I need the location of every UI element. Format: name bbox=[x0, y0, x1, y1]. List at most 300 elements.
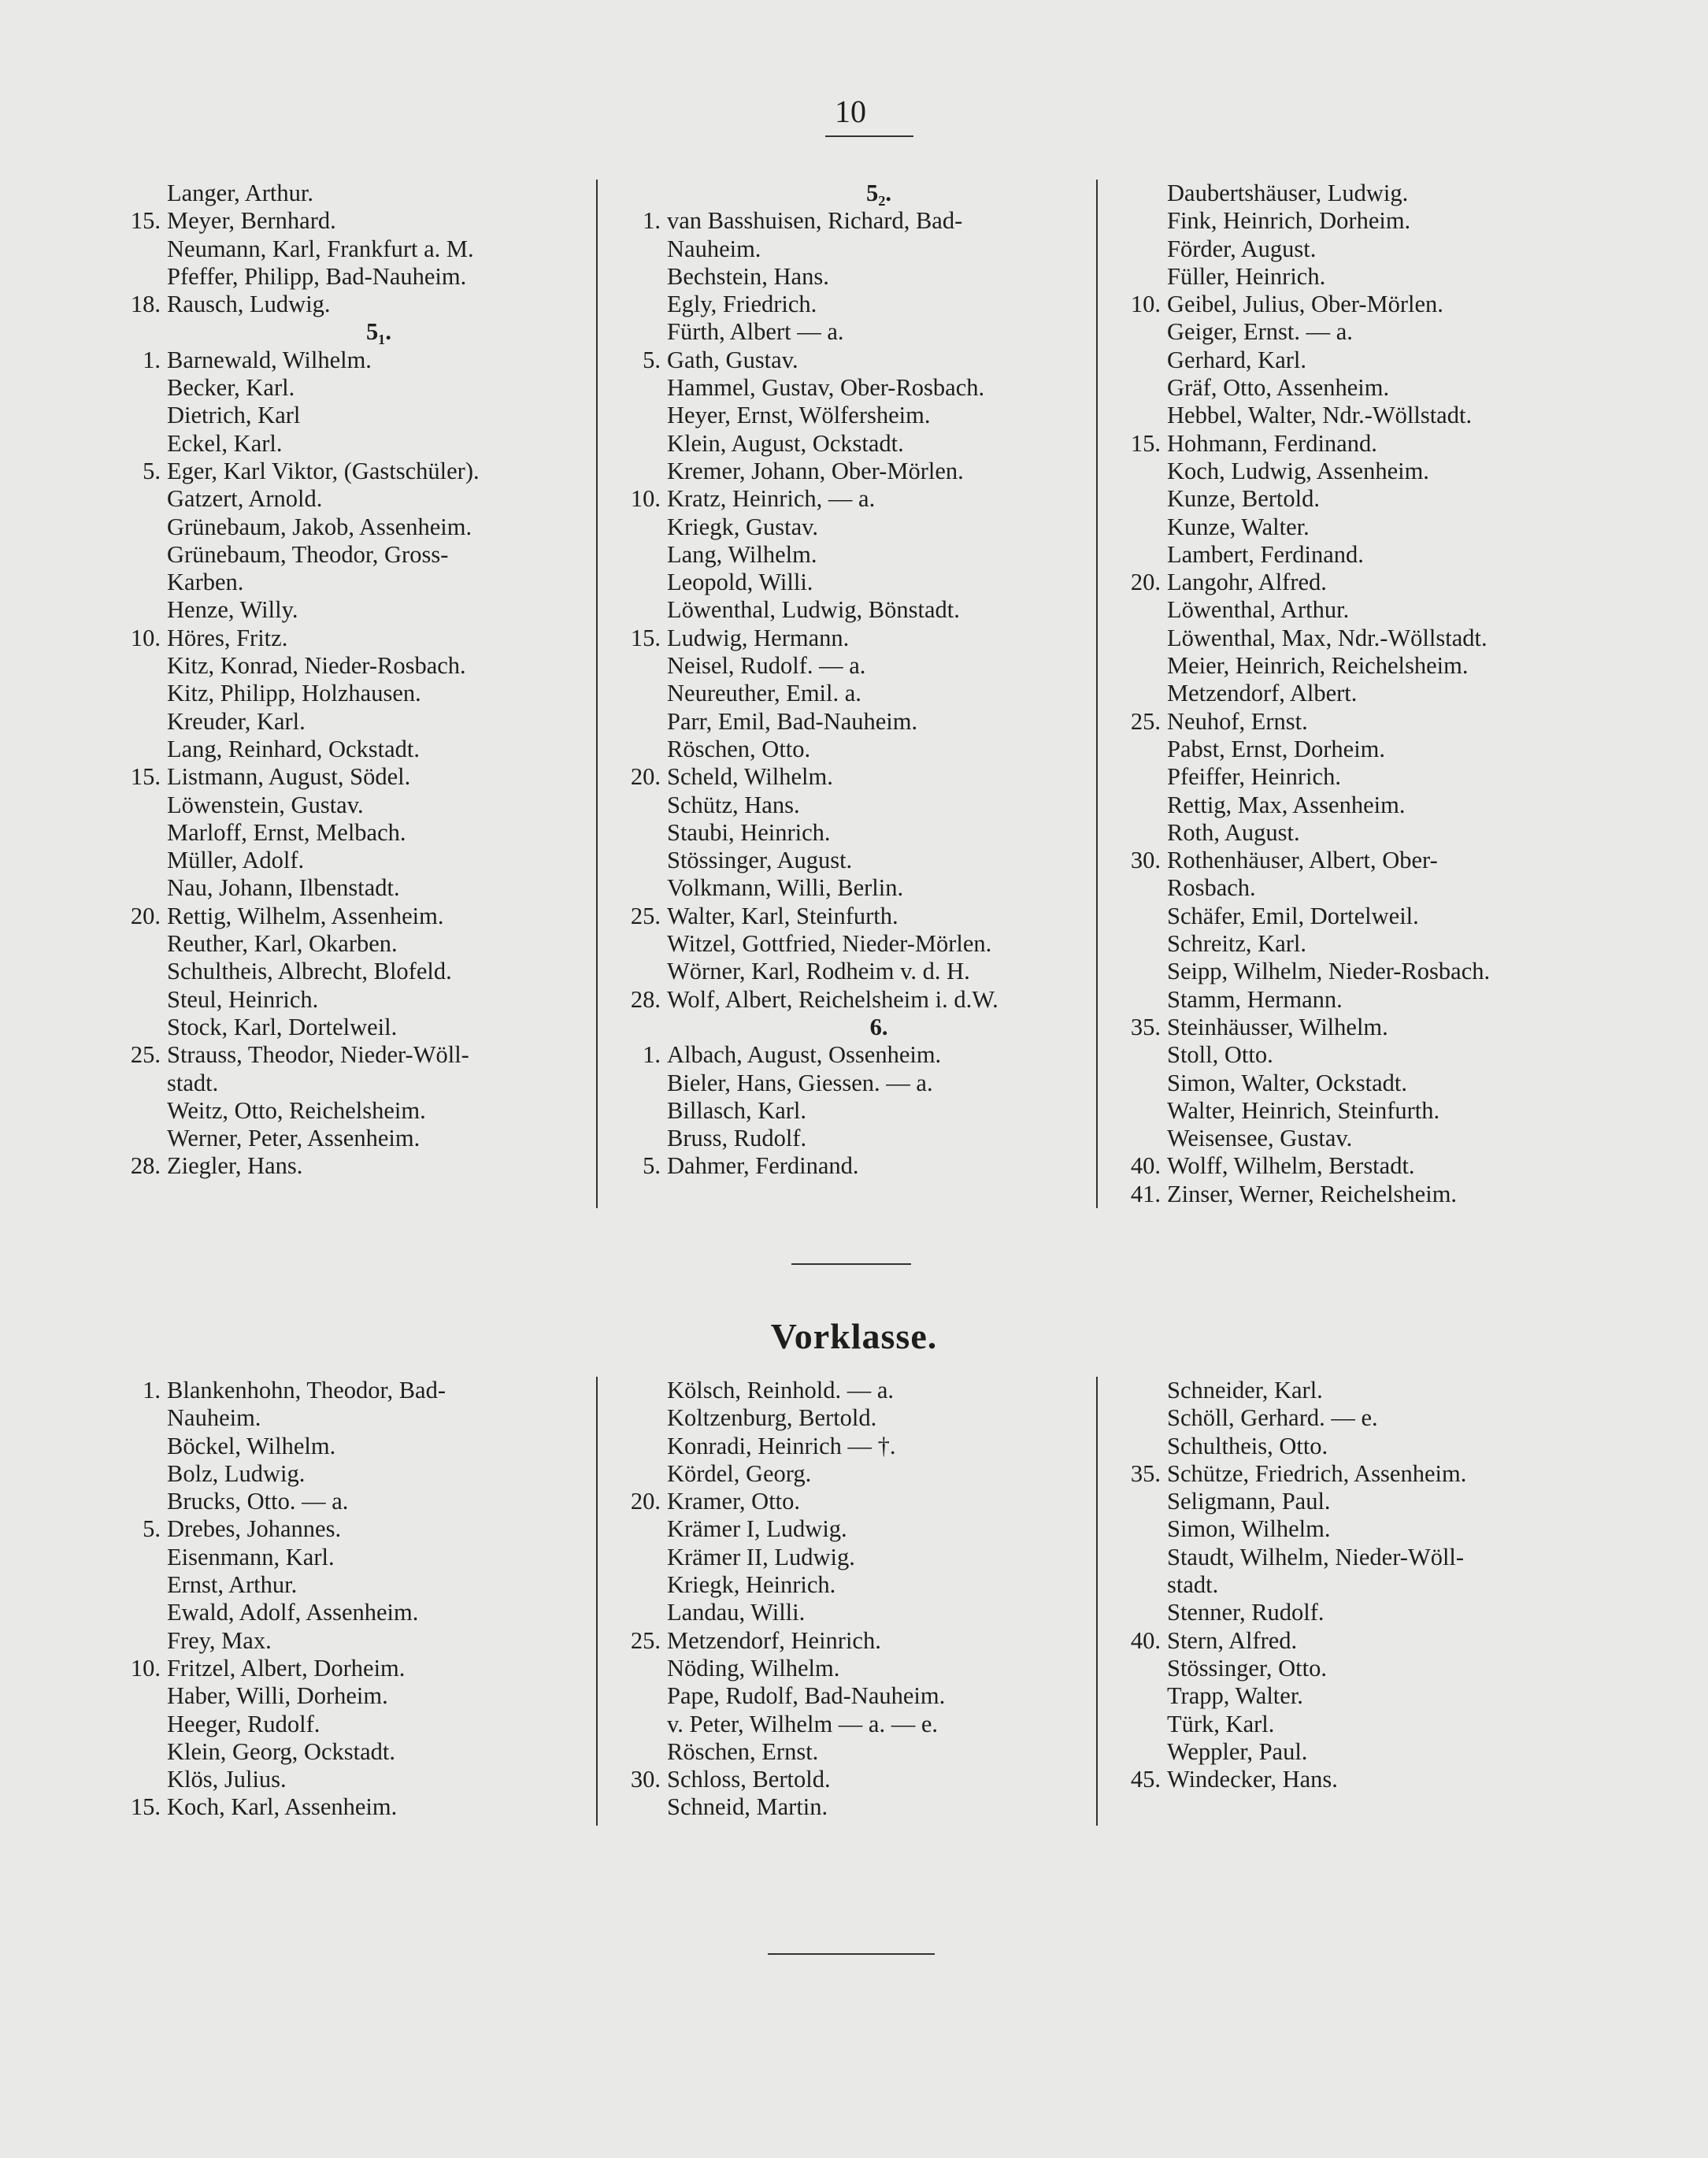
student-entry bbox=[1102, 1766, 1606, 1793]
student-entry bbox=[602, 430, 1091, 458]
column-divider bbox=[596, 180, 598, 1208]
student-entry bbox=[602, 1766, 1091, 1793]
student-name: Steinhäusser, Wilhelm. bbox=[1167, 1013, 1388, 1040]
student-name: Höres, Fritz. bbox=[167, 624, 288, 651]
student-entry bbox=[1102, 986, 1606, 1014]
student-entry bbox=[1102, 1571, 1606, 1599]
student-entry bbox=[602, 1041, 1091, 1069]
student-name: Kördel, Georg. bbox=[667, 1459, 812, 1487]
student-name: Hammel, Gustav, Ober-Rosbach. bbox=[667, 374, 985, 402]
student-name: Schreitz, Karl. bbox=[1167, 930, 1306, 958]
student-entry bbox=[102, 1488, 591, 1515]
student-entry bbox=[1102, 819, 1606, 847]
student-entry bbox=[1102, 1433, 1606, 1460]
student-entry bbox=[602, 318, 1091, 346]
student-name: Barnewald, Wilhelm. bbox=[167, 346, 372, 373]
student-name: Langer, Arthur. bbox=[167, 180, 313, 206]
student-name: Fürth, Albert — a. bbox=[667, 318, 844, 346]
student-entry bbox=[602, 402, 1091, 429]
student-entry bbox=[602, 596, 1091, 624]
student-name: Drebes, Johannes. bbox=[167, 1515, 342, 1543]
student-entry bbox=[1102, 1599, 1606, 1626]
student-name: Hebbel, Walter, Ndr.-Wöllstadt. bbox=[1167, 402, 1473, 429]
student-entry bbox=[102, 180, 591, 207]
entry-number: 40. bbox=[1130, 1152, 1161, 1180]
student-name: Landau, Willi. bbox=[667, 1599, 806, 1626]
student-entry bbox=[1102, 458, 1606, 485]
student-entry bbox=[102, 736, 591, 763]
section-rule bbox=[791, 1263, 911, 1265]
student-entry bbox=[102, 1766, 591, 1793]
student-entry bbox=[102, 708, 591, 736]
student-entry bbox=[1102, 1711, 1606, 1738]
student-entry bbox=[1102, 485, 1606, 513]
student-name: Geiger, Ernst. — a. bbox=[1167, 318, 1353, 346]
student-entry bbox=[1102, 958, 1606, 985]
student-entry bbox=[102, 569, 591, 596]
student-entry bbox=[602, 903, 1091, 930]
student-name: Kunze, Walter. bbox=[1167, 513, 1310, 540]
student-name: Bruss, Rudolf. bbox=[667, 1125, 807, 1152]
student-entry bbox=[1102, 1460, 1606, 1488]
student-entry bbox=[602, 1738, 1091, 1766]
student-name: Bechstein, Hans. bbox=[667, 262, 829, 290]
student-name: Bieler, Hans, Giessen. — a. bbox=[667, 1069, 933, 1096]
entry-number: 28. bbox=[130, 1152, 161, 1180]
student-entry bbox=[102, 763, 591, 791]
student-entry bbox=[102, 1041, 591, 1069]
student-entry bbox=[102, 402, 591, 429]
student-name: Ernst, Arthur. bbox=[167, 1571, 298, 1599]
page-number: 10 bbox=[835, 94, 866, 129]
entry-number: 10. bbox=[630, 485, 661, 513]
student-entry bbox=[602, 708, 1091, 736]
entry-number: 20. bbox=[630, 1488, 661, 1515]
student-name: Fink, Heinrich, Dorheim. bbox=[1167, 207, 1411, 235]
student-name: Weppler, Paul. bbox=[1167, 1737, 1308, 1765]
entry-number: 10. bbox=[1130, 291, 1161, 318]
student-name: Gräf, Otto, Assenheim. bbox=[1167, 374, 1390, 402]
student-entry bbox=[602, 347, 1091, 374]
student-entry bbox=[1102, 847, 1606, 874]
entry-number: 5. bbox=[143, 1515, 161, 1543]
upper-column-1 bbox=[102, 180, 591, 1181]
student-entry bbox=[102, 1377, 591, 1404]
student-name: Nöding, Wilhelm. bbox=[667, 1654, 840, 1682]
student-entry bbox=[1102, 1070, 1606, 1097]
student-name: Zinser, Werner, Reichelsheim. bbox=[1167, 1180, 1458, 1207]
entry-number: 30. bbox=[630, 1766, 661, 1793]
student-entry bbox=[102, 1125, 591, 1152]
student-entry bbox=[1102, 347, 1606, 374]
student-name: Geibel, Julius, Ober-Mörlen. bbox=[1167, 291, 1443, 318]
student-entry bbox=[602, 485, 1091, 513]
student-name: Kriegk, Gustav. bbox=[667, 513, 818, 540]
student-name: Schütze, Friedrich, Assenheim. bbox=[1167, 1459, 1467, 1487]
student-entry bbox=[1102, 1152, 1606, 1180]
student-name: Strauss, Theodor, Nieder-Wöll- bbox=[167, 1041, 469, 1069]
student-name: Kratz, Heinrich, — a. bbox=[667, 485, 876, 513]
student-entry bbox=[102, 291, 591, 318]
student-name: Neureuther, Emil. a. bbox=[667, 680, 861, 707]
student-name: Röschen, Ernst. bbox=[667, 1737, 819, 1765]
student-name: Kitz, Konrad, Nieder-Rosbach. bbox=[167, 652, 466, 680]
student-entry bbox=[102, 263, 591, 291]
student-name: Daubertshäuser, Ludwig. bbox=[1167, 180, 1409, 206]
student-name: Neuhof, Ernst. bbox=[1167, 707, 1308, 735]
student-entry bbox=[102, 541, 591, 569]
student-entry bbox=[602, 1070, 1091, 1097]
student-name: Pfeiffer, Heinrich. bbox=[1167, 763, 1341, 791]
student-entry bbox=[102, 235, 591, 263]
student-entry bbox=[602, 792, 1091, 819]
student-entry bbox=[102, 374, 591, 402]
student-entry bbox=[1102, 792, 1606, 819]
entry-number: 5. bbox=[643, 346, 661, 373]
student-entry bbox=[602, 1793, 1091, 1821]
student-name: Stock, Karl, Dortelweil. bbox=[167, 1013, 398, 1040]
student-name: Eger, Karl Viktor, (Gastschüler). bbox=[167, 457, 480, 484]
student-name: Rothenhäuser, Albert, Ober- bbox=[1167, 847, 1438, 874]
student-name: Rausch, Ludwig. bbox=[167, 291, 331, 318]
student-name: Kreuder, Karl. bbox=[167, 707, 306, 735]
student-entry bbox=[602, 1097, 1091, 1125]
student-entry bbox=[1102, 235, 1606, 263]
student-name: Walter, Heinrich, Steinfurth. bbox=[1167, 1096, 1440, 1124]
entry-number: 1. bbox=[143, 346, 161, 373]
student-name: Metzendorf, Albert. bbox=[1167, 680, 1358, 707]
student-name: Schäfer, Emil, Dortelweil. bbox=[1167, 902, 1419, 929]
student-entry bbox=[1102, 263, 1606, 291]
class-subheading bbox=[602, 180, 1091, 207]
student-name: Schultheis, Albrecht, Blofeld. bbox=[167, 958, 452, 985]
student-entry bbox=[602, 1571, 1091, 1599]
student-entry bbox=[1102, 1488, 1606, 1515]
student-name: Klein, August, Ockstadt. bbox=[667, 429, 904, 457]
student-name: Krämer I, Ludwig. bbox=[667, 1515, 847, 1543]
student-name: Kunze, Bertold. bbox=[1167, 485, 1320, 513]
student-entry bbox=[602, 1377, 1091, 1404]
entry-number: 45. bbox=[1130, 1766, 1161, 1793]
entry-number: 15. bbox=[130, 1793, 161, 1821]
student-entry bbox=[602, 207, 1091, 235]
student-entry bbox=[102, 1515, 591, 1543]
student-entry bbox=[102, 1152, 591, 1180]
student-entry bbox=[1102, 1125, 1606, 1152]
student-name: Roth, August. bbox=[1167, 818, 1300, 846]
student-entry bbox=[102, 430, 591, 458]
student-name: Rosbach. bbox=[1167, 874, 1256, 902]
student-entry bbox=[102, 1571, 591, 1599]
student-name: Albach, August, Ossenheim. bbox=[667, 1041, 942, 1069]
student-entry bbox=[102, 1544, 591, 1571]
student-name: Steul, Heinrich. bbox=[167, 985, 319, 1013]
entry-number: 15. bbox=[130, 763, 161, 791]
class-subheading bbox=[102, 318, 591, 346]
student-entry bbox=[102, 347, 591, 374]
student-name: Nauheim. bbox=[667, 235, 761, 262]
student-entry bbox=[602, 1711, 1091, 1738]
student-name: Koch, Karl, Assenheim. bbox=[167, 1793, 398, 1821]
student-name: Egly, Friedrich. bbox=[667, 291, 817, 318]
student-name: Türk, Karl. bbox=[1167, 1710, 1275, 1737]
student-name: Becker, Karl. bbox=[167, 374, 295, 402]
student-name: Stenner, Rudolf. bbox=[1167, 1599, 1325, 1626]
student-name: Witzel, Gottfried, Nieder-Mörlen. bbox=[667, 930, 992, 958]
student-entry bbox=[602, 235, 1091, 263]
student-entry bbox=[602, 291, 1091, 318]
student-name: Schneider, Karl. bbox=[1167, 1377, 1323, 1403]
student-name: Meier, Heinrich, Reichelsheim. bbox=[1167, 652, 1469, 680]
student-name: Grünebaum, Theodor, Gross- bbox=[167, 540, 449, 568]
student-name: Pabst, Ernst, Dorheim. bbox=[1167, 735, 1386, 762]
entry-number: 1. bbox=[643, 1041, 661, 1069]
upper-column-2 bbox=[602, 180, 1091, 1181]
student-entry bbox=[1102, 541, 1606, 569]
student-entry bbox=[602, 1488, 1091, 1515]
student-name: Förder, August. bbox=[1167, 235, 1317, 262]
student-entry bbox=[602, 847, 1091, 874]
student-name: Nau, Johann, Ilbenstadt. bbox=[167, 874, 400, 902]
student-name: Volkmann, Willi, Berlin. bbox=[667, 874, 904, 902]
student-entry bbox=[1102, 1041, 1606, 1069]
entry-number: 40. bbox=[1130, 1626, 1161, 1654]
student-name: Koch, Ludwig, Assenheim. bbox=[1167, 457, 1429, 484]
student-entry bbox=[602, 736, 1091, 763]
student-entry bbox=[602, 1125, 1091, 1152]
student-entry bbox=[102, 458, 591, 485]
student-name: Metzendorf, Heinrich. bbox=[667, 1626, 881, 1654]
student-entry bbox=[102, 1655, 591, 1682]
entry-number: 15. bbox=[130, 207, 161, 235]
student-entry bbox=[1102, 1682, 1606, 1710]
student-entry bbox=[602, 1515, 1091, 1543]
entry-number: 20. bbox=[1130, 569, 1161, 596]
subheading-label: 5₂. bbox=[865, 180, 892, 206]
student-name: Kremer, Johann, Ober-Mörlen. bbox=[667, 457, 964, 484]
student-name: Böckel, Wilhelm. bbox=[167, 1432, 336, 1459]
student-entry bbox=[602, 374, 1091, 402]
student-name: Staudt, Wilhelm, Nieder-Wöll- bbox=[1167, 1543, 1465, 1570]
student-name: Wörner, Karl, Rodheim v. d. H. bbox=[667, 958, 970, 985]
student-entry bbox=[1102, 680, 1606, 707]
student-name: Weitz, Otto, Reichelsheim. bbox=[167, 1096, 426, 1124]
student-name: Brucks, Otto. — a. bbox=[167, 1488, 349, 1515]
student-name: Gatzert, Arnold. bbox=[167, 485, 323, 513]
entry-number: 20. bbox=[630, 763, 661, 791]
student-entry bbox=[602, 1460, 1091, 1488]
student-name: Ewald, Adolf, Assenheim. bbox=[167, 1599, 419, 1626]
student-entry bbox=[102, 596, 591, 624]
student-name: Rettig, Wilhelm, Assenheim. bbox=[167, 902, 444, 929]
student-entry bbox=[102, 485, 591, 513]
student-name: Heeger, Rudolf. bbox=[167, 1710, 320, 1737]
student-entry bbox=[102, 1738, 591, 1766]
student-entry bbox=[1102, 180, 1606, 207]
student-entry bbox=[102, 1070, 591, 1097]
student-entry bbox=[102, 1433, 591, 1460]
student-name: stadt. bbox=[167, 1069, 219, 1096]
student-name: Hohmann, Ferdinand. bbox=[1167, 429, 1377, 457]
student-name: Stern, Alfred. bbox=[1167, 1626, 1298, 1654]
student-name: Frey, Max. bbox=[167, 1626, 272, 1654]
student-name: Billasch, Karl. bbox=[667, 1096, 807, 1124]
student-name: Bolz, Ludwig. bbox=[167, 1459, 306, 1487]
student-entry bbox=[102, 986, 591, 1014]
student-name: Stamm, Hermann. bbox=[1167, 985, 1343, 1013]
student-name: Eisenmann, Karl. bbox=[167, 1543, 335, 1570]
student-name: Lang, Reinhard, Ockstadt. bbox=[167, 735, 421, 762]
student-name: Pfeffer, Philipp, Bad-Nauheim. bbox=[167, 262, 467, 290]
student-name: Marloff, Ernst, Melbach. bbox=[167, 818, 406, 846]
student-entry bbox=[602, 541, 1091, 569]
student-entry bbox=[602, 763, 1091, 791]
student-name: Walter, Karl, Steinfurth. bbox=[667, 902, 898, 929]
student-name: Meyer, Bernhard. bbox=[167, 207, 336, 235]
header-rule bbox=[825, 135, 913, 137]
entry-number: 1. bbox=[143, 1377, 161, 1403]
entry-number: 41. bbox=[1130, 1180, 1161, 1207]
entry-number: 35. bbox=[1130, 1459, 1161, 1487]
entry-number: 35. bbox=[1130, 1013, 1161, 1040]
student-name: Gerhard, Karl. bbox=[1167, 346, 1306, 373]
student-entry bbox=[602, 1627, 1091, 1655]
student-entry bbox=[1102, 207, 1606, 235]
entry-number: 28. bbox=[630, 985, 661, 1013]
entry-number: 10. bbox=[130, 624, 161, 651]
student-entry bbox=[602, 1544, 1091, 1571]
entry-number: 10. bbox=[130, 1654, 161, 1682]
student-entry bbox=[1102, 291, 1606, 318]
student-entry bbox=[602, 819, 1091, 847]
student-name: Weisensee, Gustav. bbox=[1167, 1125, 1353, 1152]
student-entry bbox=[1102, 569, 1606, 596]
entry-number: 20. bbox=[130, 902, 161, 929]
student-name: Dietrich, Karl bbox=[167, 402, 301, 429]
subheading-label: 5₁. bbox=[365, 318, 392, 346]
student-name: Füller, Heinrich. bbox=[1167, 262, 1326, 290]
student-entry bbox=[602, 569, 1091, 596]
student-entry bbox=[102, 1460, 591, 1488]
vorklasse-column-1 bbox=[102, 1377, 591, 1822]
student-entry bbox=[102, 514, 591, 541]
student-name: Schneid, Martin. bbox=[667, 1793, 828, 1821]
student-entry bbox=[102, 903, 591, 930]
student-entry bbox=[102, 1404, 591, 1432]
student-name: Löwenthal, Max, Ndr.-Wöllstadt. bbox=[1167, 624, 1488, 651]
upper-column-3 bbox=[1102, 180, 1606, 1208]
student-name: Blankenhohn, Theodor, Bad- bbox=[167, 1377, 446, 1403]
student-name: Kriegk, Heinrich. bbox=[667, 1571, 836, 1599]
student-name: Kölsch, Reinhold. — a. bbox=[667, 1377, 895, 1403]
student-name: Löwenstein, Gustav. bbox=[167, 791, 364, 818]
entry-number: 25. bbox=[1130, 707, 1161, 735]
student-entry bbox=[102, 1682, 591, 1710]
student-entry bbox=[602, 458, 1091, 485]
student-entry bbox=[1102, 1014, 1606, 1041]
student-entry bbox=[102, 1627, 591, 1655]
student-entry bbox=[102, 652, 591, 680]
student-entry bbox=[102, 1793, 591, 1821]
student-entry bbox=[602, 1152, 1091, 1180]
student-name: Koltzenburg, Bertold. bbox=[667, 1404, 877, 1432]
student-entry bbox=[602, 930, 1091, 958]
student-name: Seligmann, Paul. bbox=[1167, 1488, 1331, 1515]
student-entry bbox=[1102, 652, 1606, 680]
student-name: Simon, Walter, Ockstadt. bbox=[1167, 1069, 1407, 1096]
entry-number: 5. bbox=[643, 1152, 661, 1180]
student-name: Schütz, Hans. bbox=[667, 791, 800, 818]
student-name: v. Peter, Wilhelm — a. — e. bbox=[667, 1710, 938, 1737]
student-name: Karben. bbox=[167, 569, 244, 596]
student-name: Werner, Peter, Assenheim. bbox=[167, 1125, 421, 1152]
student-entry bbox=[102, 792, 591, 819]
student-entry bbox=[602, 625, 1091, 652]
student-entry bbox=[1102, 708, 1606, 736]
student-name: Grünebaum, Jakob, Assenheim. bbox=[167, 513, 472, 540]
subheading-label: 6. bbox=[869, 1013, 888, 1040]
entry-number: 15. bbox=[630, 624, 661, 651]
student-name: Wolf, Albert, Reichelsheim i. d.W. bbox=[667, 985, 998, 1013]
student-name: Henze, Willy. bbox=[167, 596, 298, 624]
student-name: Windecker, Hans. bbox=[1167, 1766, 1338, 1793]
student-entry bbox=[602, 1404, 1091, 1432]
student-entry bbox=[1102, 596, 1606, 624]
vorklasse-column-2 bbox=[602, 1377, 1091, 1822]
entry-number: 25. bbox=[630, 902, 661, 929]
student-name: stadt. bbox=[1167, 1571, 1219, 1599]
student-name: Neisel, Rudolf. — a. bbox=[667, 652, 866, 680]
student-name: Klös, Julius. bbox=[167, 1766, 287, 1793]
student-name: Nauheim. bbox=[167, 1404, 261, 1432]
student-entry bbox=[1102, 1377, 1606, 1404]
student-name: Schöll, Gerhard. — e. bbox=[1167, 1404, 1378, 1432]
student-entry bbox=[1102, 318, 1606, 346]
student-name: Heyer, Ernst, Wölfersheim. bbox=[667, 402, 931, 429]
student-name: Stössinger, August. bbox=[667, 847, 853, 874]
student-entry bbox=[602, 874, 1091, 902]
student-entry bbox=[102, 625, 591, 652]
student-name: Müller, Adolf. bbox=[167, 847, 305, 874]
student-entry bbox=[1102, 1404, 1606, 1432]
student-entry bbox=[102, 874, 591, 902]
entry-number: 15. bbox=[1130, 429, 1161, 457]
student-entry bbox=[1102, 430, 1606, 458]
student-entry bbox=[602, 514, 1091, 541]
student-entry bbox=[1102, 736, 1606, 763]
student-entry bbox=[102, 1014, 591, 1041]
student-entry bbox=[1102, 1738, 1606, 1766]
student-entry bbox=[1102, 763, 1606, 791]
student-entry bbox=[602, 652, 1091, 680]
entry-number: 25. bbox=[630, 1626, 661, 1654]
student-entry bbox=[602, 1599, 1091, 1626]
student-entry bbox=[102, 930, 591, 958]
student-name: Haber, Willi, Dorheim. bbox=[167, 1682, 388, 1710]
footer-rule bbox=[768, 1953, 935, 1955]
student-name: Gath, Gustav. bbox=[667, 346, 798, 373]
student-name: Schultheis, Otto. bbox=[1167, 1432, 1328, 1459]
vorklasse-column-3 bbox=[1102, 1377, 1606, 1793]
student-name: Wolff, Wilhelm, Berstadt. bbox=[1167, 1152, 1415, 1180]
student-entry bbox=[1102, 1627, 1606, 1655]
student-name: Konradi, Heinrich — †. bbox=[667, 1432, 896, 1459]
student-name: Stössinger, Otto. bbox=[1167, 1654, 1327, 1682]
student-name: Scheld, Wilhelm. bbox=[667, 763, 833, 791]
student-name: Klein, Georg, Ockstadt. bbox=[167, 1737, 395, 1765]
student-name: Ludwig, Hermann. bbox=[667, 624, 850, 651]
student-entry bbox=[602, 680, 1091, 707]
